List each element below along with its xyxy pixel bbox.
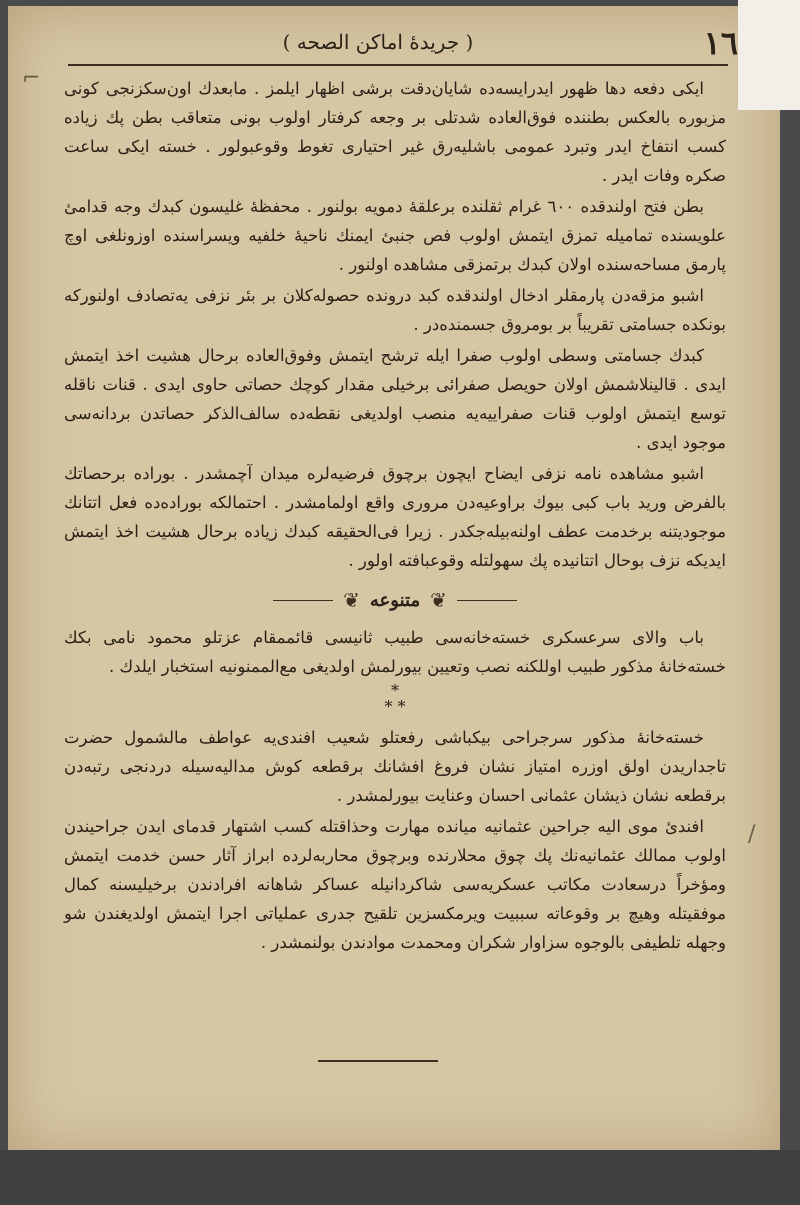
paragraph: بطن فتح اولندقده ٦٠٠ غرام ثقلنده برعلقۀ دمويه بولنور . محفظۀ غليسون كبدك وجه قدامئ علويسنده تماميله تمزق ايتمش اولوب فص جنبئ ايمنك ناحيۀ خلفيه ويسراسنده اوزونلغى اوچ پارمق مساحه‌سنده اولان كبدك برتمزقى مشاهده اولنور . [64,197,726,274]
ornament-icon: ❦ [343,587,360,612]
margin-pencil-mark: / [748,822,756,847]
divider-line [273,600,333,601]
section-title: متنوعه [369,589,421,611]
paragraph: اشبو مزقه‌دن پارمقلر ادخال اولندقده كبد درونده حصوله‌كلان بر بئر نزفى يه‌تصادف اولنوركه بونكده جسامتى تقريباً بر بومروق جسمنده‌در . [64,286,726,334]
margin-pencil-mark: ⌐ [22,66,41,91]
section-divider [64,577,726,623]
paragraph: خسته‌خانۀ مذكور سرجراحى بيكباشى رفعتلو شعيب افندى‌يه عواطف مالشمول حضرت تاجداريدن اولق اوزره امتياز نشان فروغ افشانك برقطعه كوش مداليه‌سيله دردنجى رتبه‌دن برقطعه نشان ذيشان عثمانى احسان وعنايت بيورلمشدر . [64,728,726,805]
journal-title: ( جريدۀ اماكن الصحه ) [282,30,474,54]
asterisk-separator [64,683,726,723]
ornament-icon: ❦ [430,587,447,612]
paragraph: افندئ موى اليه جراحين عثمانيه ميانده مهارت وحذاقتله كسب اشتهار قدماى ايدن جراحيندن اولوب ممالك عثمانيه‌نك پك چوق محلارنده وبرچوق محاربه‌لرده ابراز آثار حسن خدمت ايتمش ومؤخراً درسعادت مكاتب عسكريه‌سى شاكردانيله عساكر شاهانه افرادندن برخيليسنه كمال موفقيتله وهيچ بر وقوعاته سببيت ويرمكسزين تلقيح جدرى عملياتى اجرا ايتمش اولديغندن شو وجهله تلطيفى بالوجوه سزاوار شكران ومحمدت موادندن بولنمشدر . [64,817,726,952]
scan-background [738,0,800,110]
asterisk-line: * * [384,697,406,716]
paragraph: باب والاى سرعسكرى خسته‌خانه‌سى طبيب ثانيسى قائممقام عزتلو محمود نامى بكك خسته‌خانۀ مذكور طبيب اوللكنه نصب وتعيين بيورلمش اولديغى مع‌الممنونيه استخبار ايلدك . [64,628,726,676]
paragraph: ايكى دفعه دها ظهور ايدرايسه‌ده شايان‌دقت برشى اظهار ايلمز . مابعدك اون‌سكزنجى كونى مزبوره بالعكس بطننده فوق‌العاده شدتلى بر وجعه كرفتار اولوب بونى متعاقب بطن پك زياده كسب انتفاخ ايدر وتبرد عمومى باشليه‌رق غير احتيارى تغوط وقوعبولور . خسته ايكى ساعت صكره وفات ايدر . [64,79,726,185]
page-header [38,24,738,64]
article-body [64,74,726,959]
divider-line [457,600,517,601]
page-number: ١٦ [703,24,738,62]
scan-background [0,1150,800,1205]
document-page [8,6,780,1156]
end-rule [318,1060,438,1062]
paragraph: اشبو مشاهده نامه نزفى ايضاح ايچون برچوق فرضيه‌لره ميدان آچمشدر . بورادە برحصاتك بالفرض وريد باب كبى بيوك براوعيه‌دن مرورى واقع اولمامشدر . احتمالكه بورادەده فعل اتتانك موجوديتنه برخدمت عطف اولنه‌بيله‌جكدر . زيرا فى‌الحقيقه كبدك زياده برحال هشيت اخذ ايتمش ايديكه نزف بوحال اتتانيده پك سهولتله وقوعبافته اولور . [64,464,726,570]
paragraph: كبدك جسامتى وسطى اولوب صفرا ايله ترشح ايتمش وفوق‌العاده برحال هشيت اخذ ايتمش ايدى . قالينلاشمش اولان حويصل صفرائى برخيلى مقدار كوچك حصاتى حاوى ايدى . قنات ناقله توسع ايتمش اولوب قنات صفراييه‌يه منصب اولديغى نقطه‌ده سالف‌الذكر حصاتدن بردانه‌سى موجود ايدى . [64,346,726,452]
header-rule [68,64,728,66]
asterisk-line: * [391,681,399,700]
